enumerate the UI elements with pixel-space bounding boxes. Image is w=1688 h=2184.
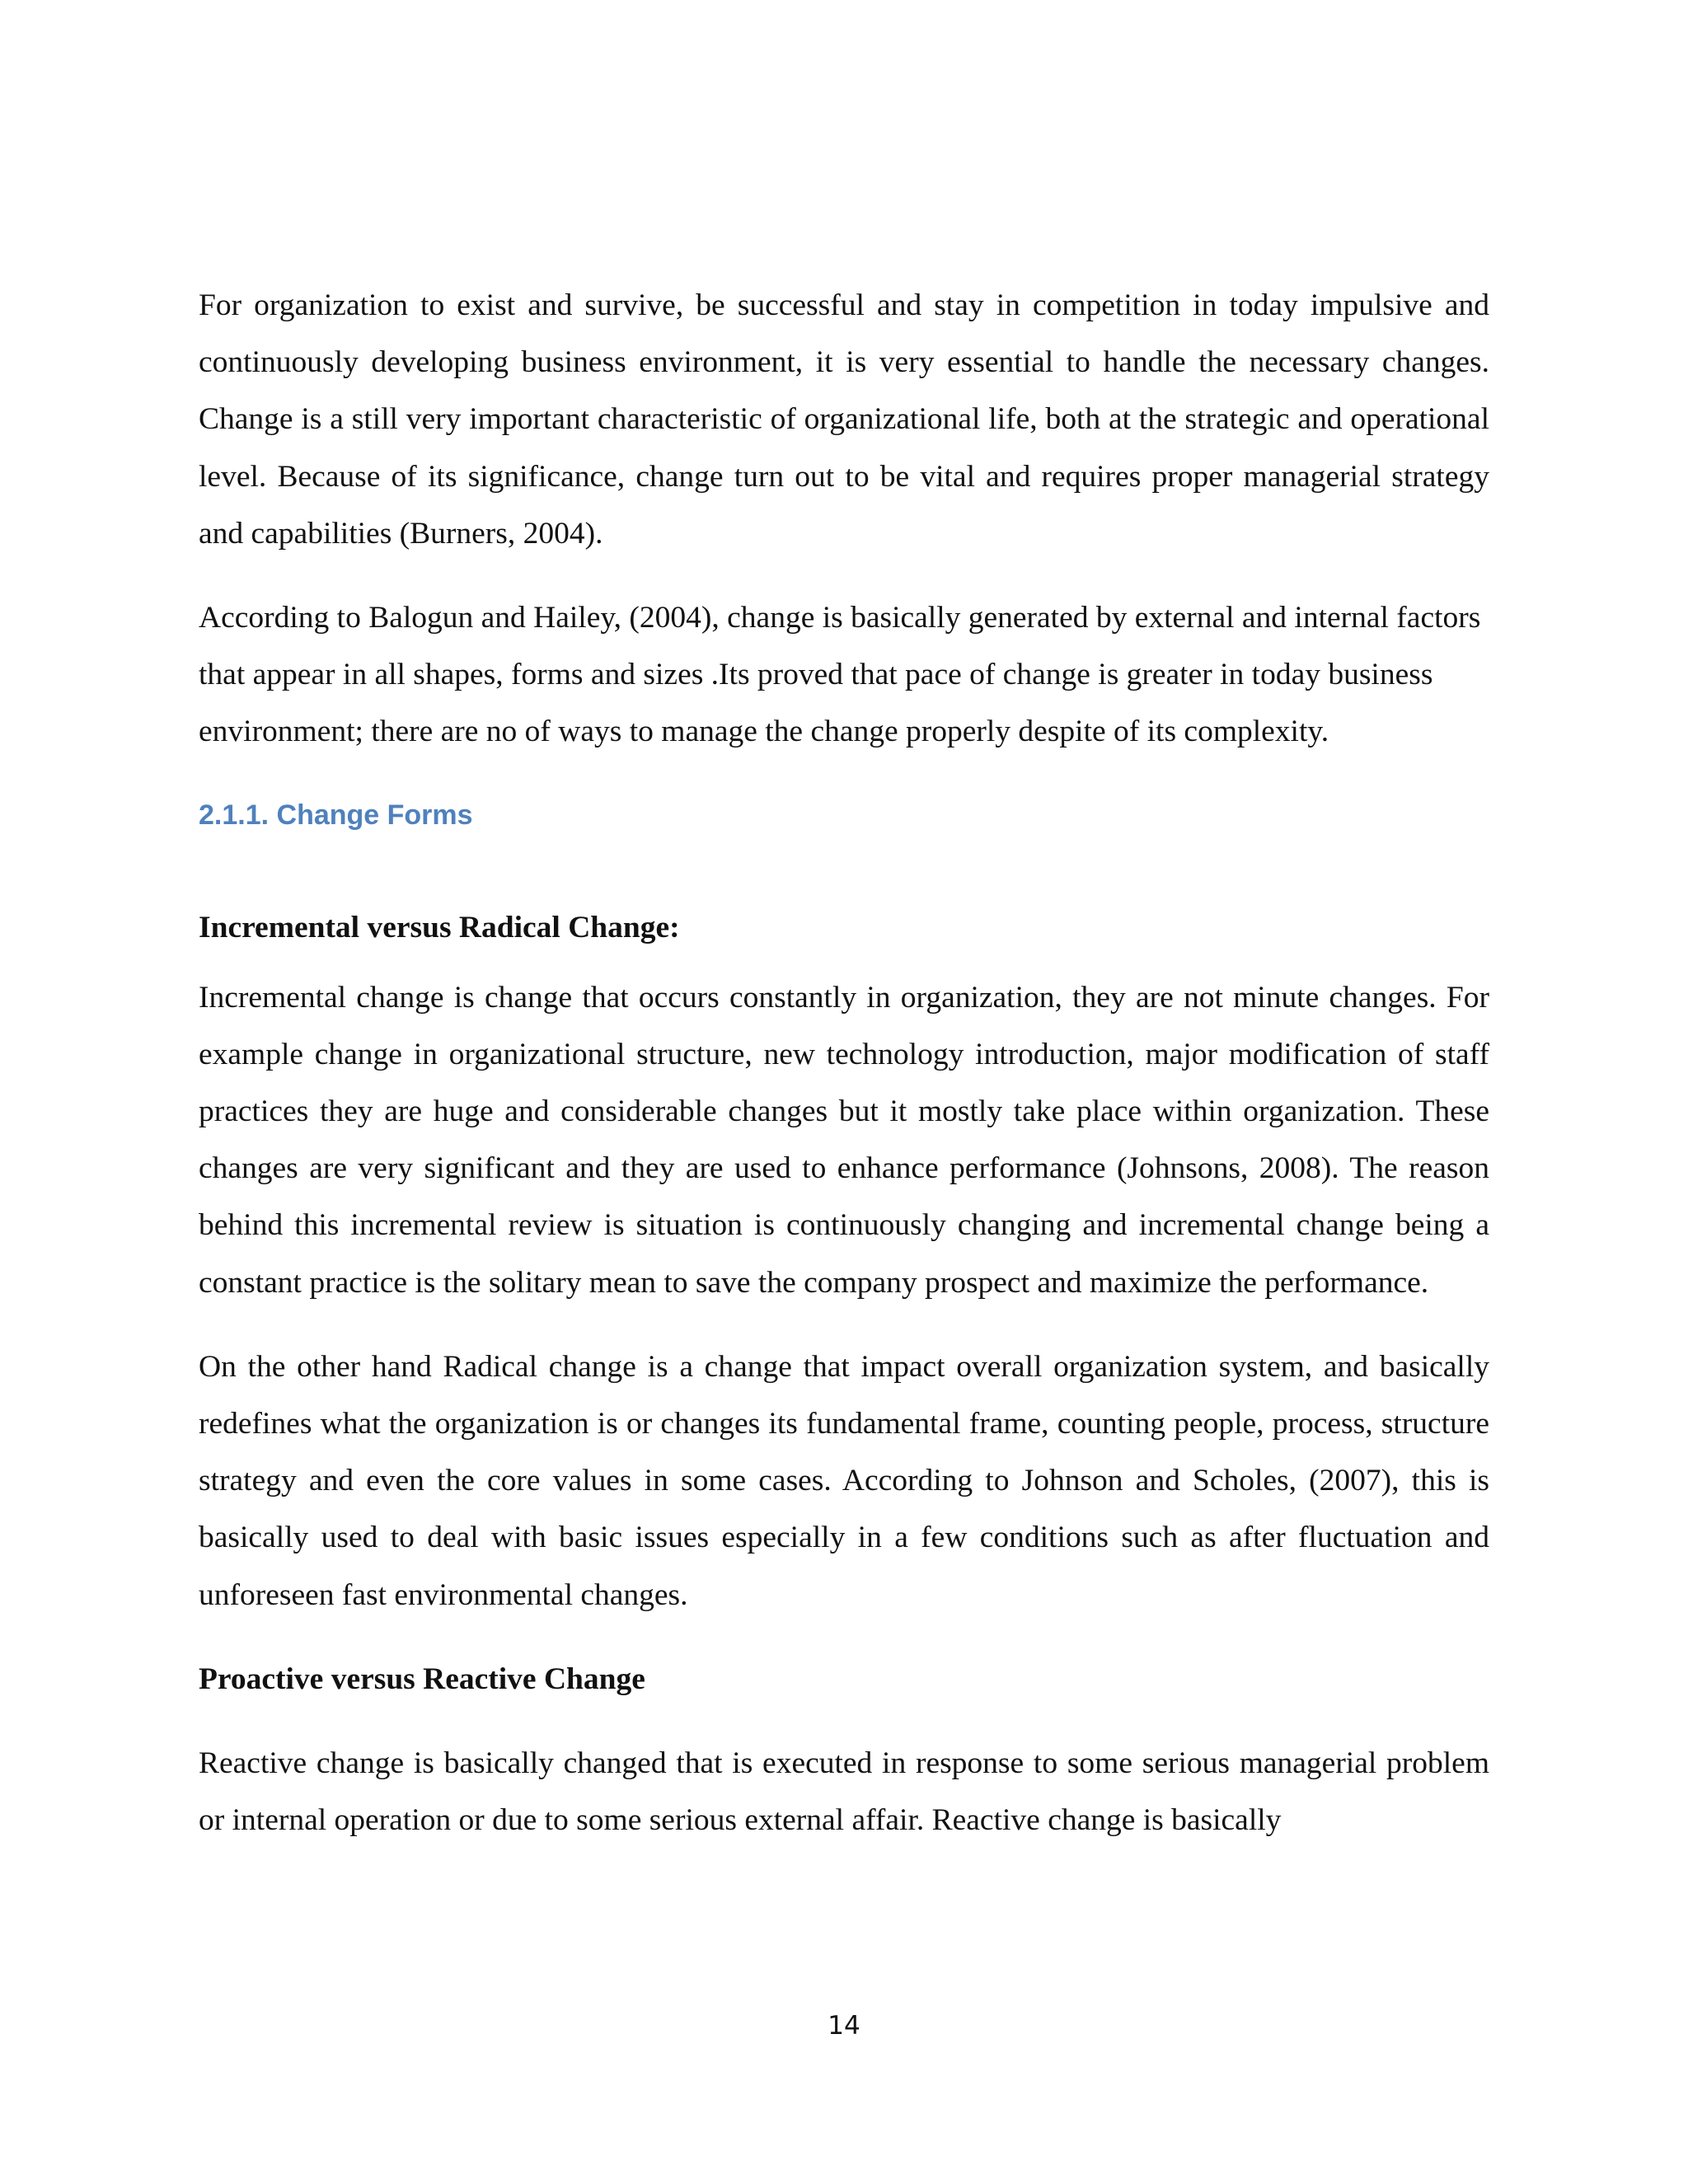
subheading-incremental-vs-radical: Incremental versus Radical Change:	[199, 910, 680, 944]
paragraph-reactive-change: Reactive change is basically changed that is executed in response to some serious managerial problem or internal operation or due to some serious external affair. Reactive change is basically	[199, 1746, 1489, 1838]
paragraph-incremental-change: Incremental change is change that occurs constantly in organization, they are not minute changes. For example change in organizational structure, new technology introduction, major modification of staff practices they are huge and considerable changes but it mostly take place within organization. These changes are very significant and they are used to enhance performance (Johnsons, 2008). The reason behind this incremental review is situation is continuously changing and incremental change being a constant practice is the solitary mean to save the company prospect and maximize the performance.	[199, 980, 1489, 1300]
page-number: 14	[828, 2011, 860, 2041]
subheading-proactive-vs-reactive: Proactive versus Reactive Change	[199, 1661, 645, 1696]
paragraph-balogun-hailey: According to Balogun and Hailey, (2004), change is basically generated by external and internal factors that appear in all shapes, forms and sizes .Its proved that pace of change is greater in today business environment; there are no of ways to manage the change properly despite of its complexity.	[199, 601, 1481, 749]
paragraph-organization-change-intro: For organization to exist and survive, be successful and stay in competition in today impulsive and continuously developing business environment, it is very essential to handle the necessary changes. Change is a still very important characteristic of organizational life, both at the strategic and operational level. Because of its significance, change turn out to be vital and requires proper managerial strategy and capabilities (Burners, 2004).	[199, 288, 1489, 551]
section-heading-change-forms: 2.1.1. Change Forms	[199, 799, 473, 831]
paragraph-radical-change: On the other hand Radical change is a change that impact overall organization system, and basically redefines what the organization is or changes its fundamental frame, counting people, process, structure strategy and even the core values in some cases. According to Johnson and Scholes, (2007), this is basically used to deal with basic issues especially in a few conditions such as after fluctuation and unforeseen fast environmental changes.	[199, 1349, 1489, 1612]
page-body	[199, 277, 1489, 1849]
